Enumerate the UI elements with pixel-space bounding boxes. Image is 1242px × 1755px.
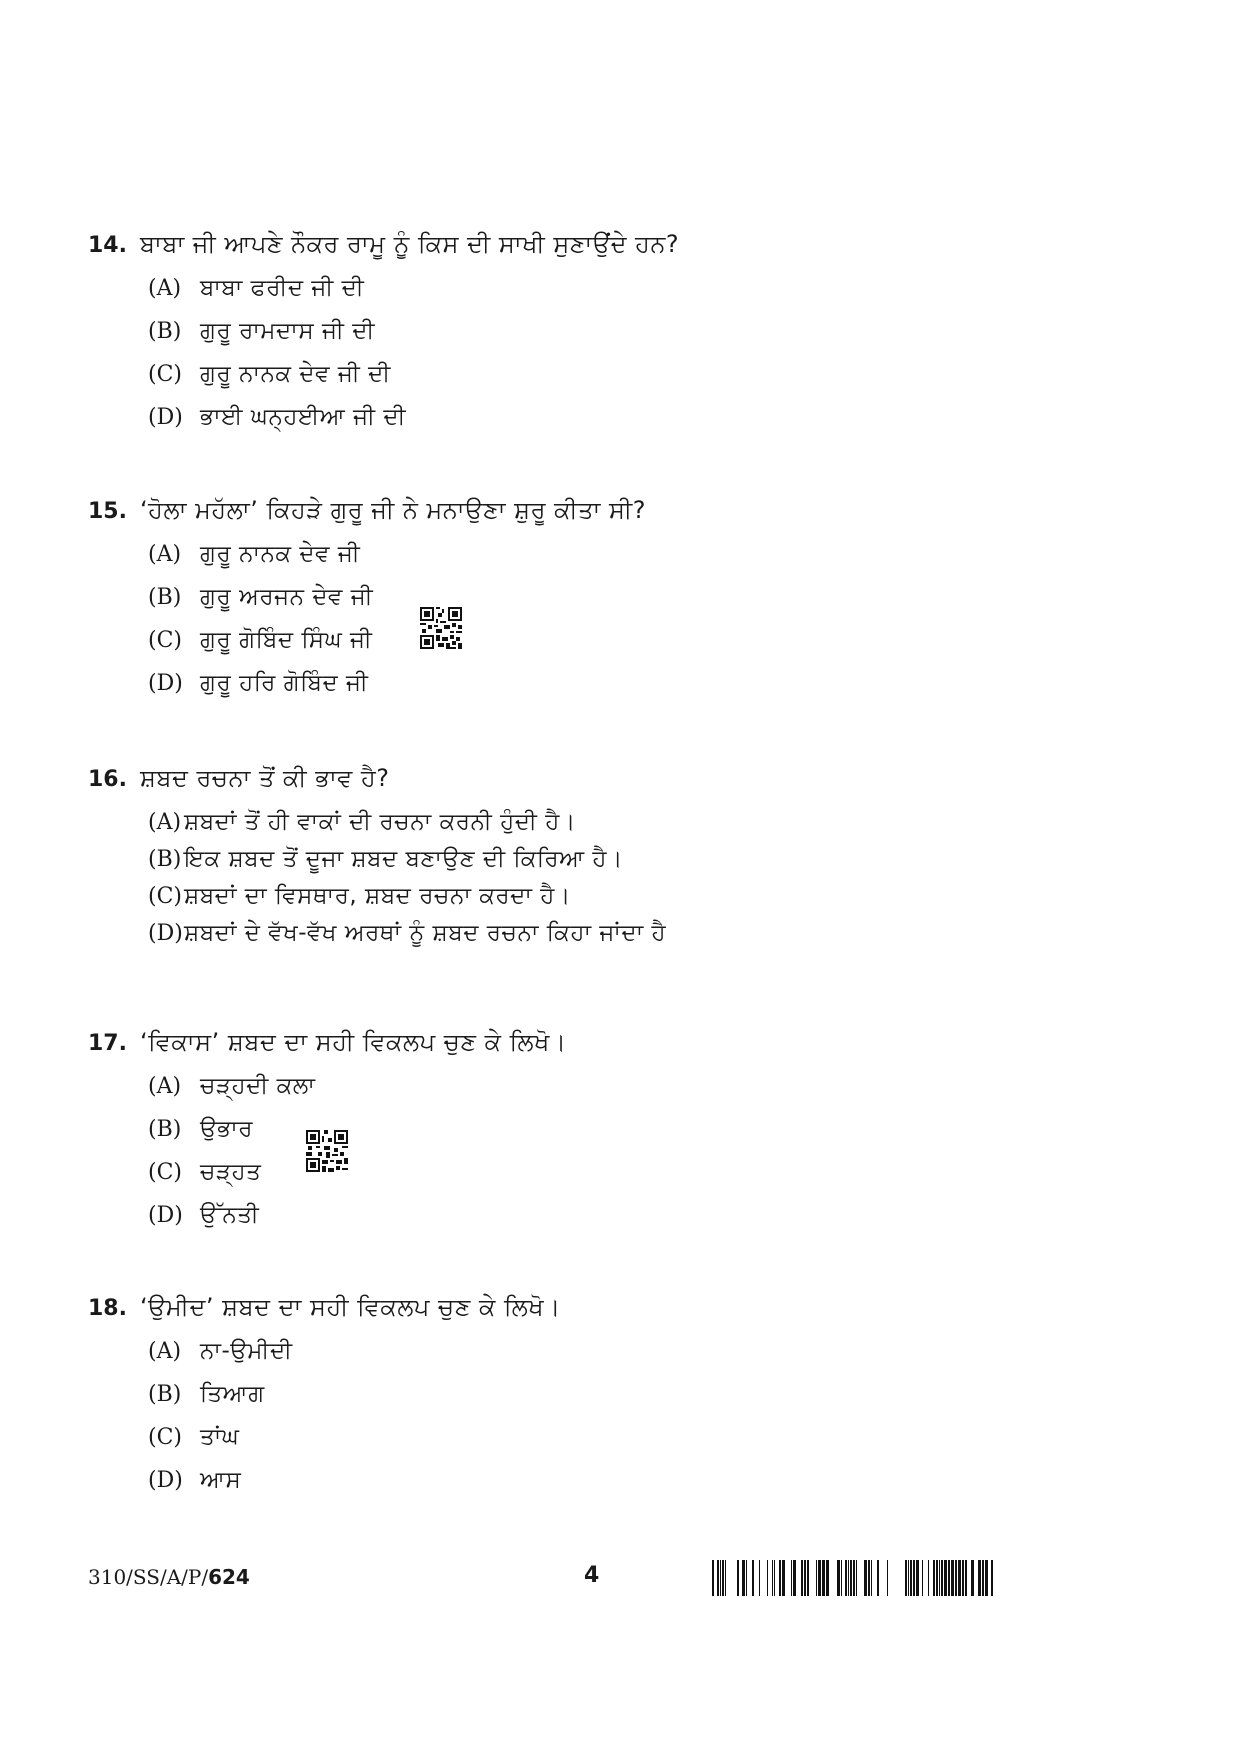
- option-text: ਗੁਰੂ ਹਰਿ ਗੋਬਿੰਦ ਜੀ: [200, 670, 369, 696]
- paper-code: [88, 1565, 250, 1589]
- option-letter: (C): [148, 362, 182, 387]
- barcode-icon: [712, 1560, 1000, 1596]
- question-text: ਸ਼ਬਦ ਰਚਨਾ ਤੋਂ ਕੀ ਭਾਵ ਹੈ?: [140, 764, 390, 792]
- option-letter: (A): [148, 1339, 182, 1364]
- option-text: ਸ਼ਬਦਾਂ ਦਾ ਵਿਸਥਾਰ, ਸ਼ਬਦ ਰਚਨਾ ਕਰਦਾ ਹੈ।: [184, 883, 571, 909]
- option-text: ਤਿਆਗ: [200, 1381, 265, 1407]
- option-letter: (B): [148, 585, 182, 610]
- option-list: [148, 271, 1148, 443]
- option-text: ਉੱਨਤੀ: [200, 1202, 260, 1228]
- option-letter: (D): [148, 1203, 183, 1228]
- option-letter: (A): [148, 1074, 182, 1099]
- qr-code-icon: [306, 1130, 348, 1172]
- question-stem: [88, 493, 1148, 529]
- paper-code-number: 624: [208, 1565, 250, 1589]
- option-text: ਗੁਰੂ ਨਾਨਕ ਦੇਵ ਜੀ: [200, 541, 361, 567]
- question-text: ‘ਵਿਕਾਸ’ ਸ਼ਬਦ ਦਾ ਸਹੀ ਵਿਕਲਪ ਚੁਣ ਕੇ ਲਿਖੋ।: [140, 1028, 567, 1056]
- option-text: ਚੜ੍ਹਦੀ ਕਲਾ: [200, 1073, 316, 1099]
- option-text: ਸ਼ਬਦਾਂ ਦੇ ਵੱਖ-ਵੱਖ ਅਰਥਾਂ ਨੂੰ ਸ਼ਬਦ ਰਚਨਾ ਕਿਹਾ ਜਾਂਦਾ ਹੈ: [184, 920, 667, 946]
- option-c: [148, 1155, 1148, 1198]
- option-c: [148, 357, 1148, 400]
- option-letter: (D): [148, 405, 183, 430]
- option-letter: (B): [148, 1117, 182, 1142]
- option-letter: (D): [148, 671, 183, 696]
- option-d: [148, 400, 1148, 443]
- question-number: 15.: [88, 499, 127, 524]
- option-text: ਉਭਾਰ: [200, 1116, 254, 1142]
- option-text: ਇਕ ਸ਼ਬਦ ਤੋਂ ਦੂਜਾ ਸ਼ਬਦ ਬਣਾਉਣ ਦੀ ਕਿਰਿਆ ਹੈ।: [184, 846, 624, 872]
- question-text: ‘ਉਮੀਦ’ ਸ਼ਬਦ ਦਾ ਸਹੀ ਵਿਕਲਪ ਚੁਣ ਕੇ ਲਿਖੋ।: [140, 1293, 561, 1321]
- option-text: ਨਾ-ਉਮੀਦੀ: [200, 1338, 293, 1364]
- option-text: ਗੁਰੂ ਗੋਬਿੰਦ ਸਿੰਘ ਜੀ: [200, 627, 373, 653]
- option-a: [148, 805, 1148, 842]
- option-c: [148, 879, 1148, 916]
- option-d: [148, 666, 1148, 709]
- question-text: ‘ਹੋਲਾ ਮਹੱਲਾ’ ਕਿਹੜੇ ਗੁਰੂ ਜੀ ਨੇ ਮਨਾਉਣਾ ਸ਼ੁਰੂ ਕੀਤਾ ਸੀ?: [140, 496, 646, 524]
- option-b: [148, 842, 1148, 879]
- option-d: [148, 1198, 1148, 1241]
- question-text: ਬਾਬਾ ਜੀ ਆਪਣੇ ਨੌਕਰ ਰਾਮੂ ਨੂੰ ਕਿਸ ਦੀ ਸਾਖੀ ਸੁਣਾਉਂਦੇ ਹਨ?: [140, 230, 680, 258]
- question-16: [88, 761, 1148, 953]
- option-text: ਭਾਈ ਘਨ੍ਹਈਆ ਜੀ ਦੀ: [200, 404, 407, 430]
- option-list: [148, 1069, 1148, 1241]
- question-18: [88, 1290, 1148, 1506]
- question-number: 16.: [88, 767, 127, 792]
- question-stem: [88, 1025, 1148, 1061]
- qr-code-icon: [420, 607, 462, 649]
- option-letter: (A): [148, 542, 182, 567]
- paper-code-prefix: 310/SS/A/P/: [88, 1565, 209, 1589]
- option-a: [148, 271, 1148, 314]
- question-14: [88, 227, 1148, 443]
- option-d: [148, 1463, 1148, 1506]
- option-letter: (D): [148, 1468, 183, 1493]
- option-letter: (D): [148, 921, 183, 946]
- option-b: [148, 1112, 1148, 1155]
- option-letter: (C): [148, 1425, 182, 1450]
- option-c: [148, 1420, 1148, 1463]
- option-list: [148, 537, 1148, 709]
- option-letter: (A): [148, 276, 182, 301]
- option-text: ਚੜ੍ਹਤ: [200, 1159, 262, 1185]
- option-text: ਸ਼ਬਦਾਂ ਤੋਂ ਹੀ ਵਾਕਾਂ ਦੀ ਰਚਨਾ ਕਰਨੀ ਹੁੰਦੀ ਹੈ।: [184, 809, 576, 835]
- option-text: ਗੁਰੂ ਅਰਜਨ ਦੇਵ ਜੀ: [200, 584, 374, 610]
- question-15: [88, 493, 1148, 709]
- option-c: [148, 623, 1148, 666]
- question-number: 17.: [88, 1031, 127, 1056]
- option-letter: (C): [148, 628, 182, 653]
- option-d: [148, 916, 1148, 953]
- option-a: [148, 1334, 1148, 1377]
- option-letter: (B): [148, 319, 182, 344]
- option-text: ਗੁਰੂ ਨਾਨਕ ਦੇਵ ਜੀ ਦੀ: [200, 361, 391, 387]
- question-stem: [88, 761, 1148, 797]
- question-number: 14.: [88, 233, 127, 258]
- question-number: 18.: [88, 1296, 127, 1321]
- option-b: [148, 1377, 1148, 1420]
- page-number: 4: [584, 1563, 600, 1588]
- option-letter: (B): [148, 1382, 182, 1407]
- option-text: ਤਾਂਘ: [200, 1424, 240, 1450]
- option-text: ਗੁਰੂ ਰਾਮਦਾਸ ਜੀ ਦੀ: [200, 318, 375, 344]
- option-letter: (C): [148, 884, 182, 909]
- question-stem: [88, 1290, 1148, 1326]
- option-letter: (C): [148, 1160, 182, 1185]
- option-letter: (B): [148, 847, 182, 872]
- option-text: ਬਾਬਾ ਫਰੀਦ ਜੀ ਦੀ: [200, 275, 365, 301]
- question-17: [88, 1025, 1148, 1241]
- option-b: [148, 580, 1148, 623]
- option-list: [148, 805, 1148, 953]
- option-b: [148, 314, 1148, 357]
- option-list: [148, 1334, 1148, 1506]
- question-stem: [88, 227, 1148, 263]
- option-a: [148, 537, 1148, 580]
- option-letter: (A): [148, 810, 182, 835]
- option-a: [148, 1069, 1148, 1112]
- option-text: ਆਸ: [200, 1467, 242, 1493]
